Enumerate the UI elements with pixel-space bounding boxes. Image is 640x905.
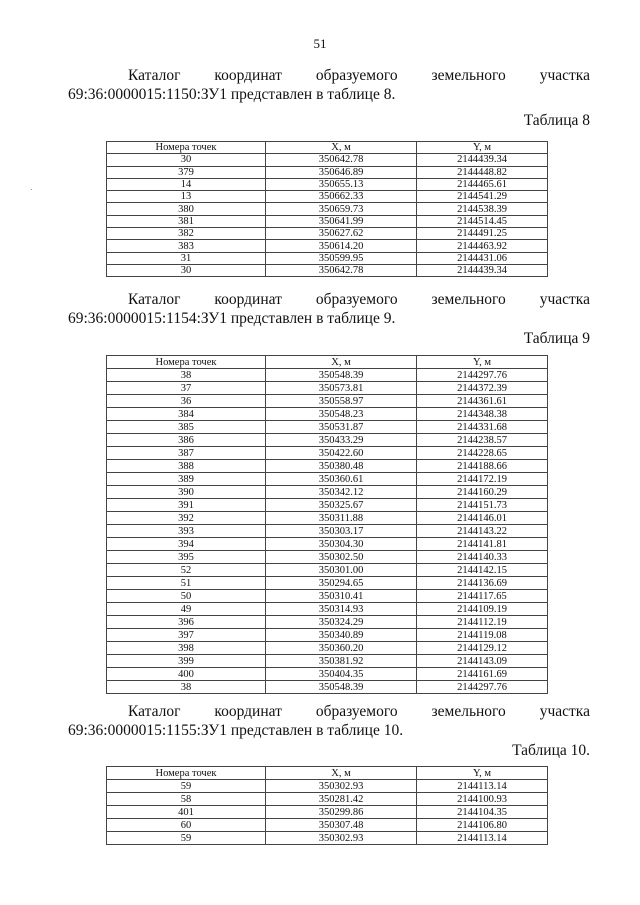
point-number-cell: 14 — [107, 178, 266, 190]
table-row — [107, 408, 548, 421]
x-coordinate-cell: 350311.88 — [266, 512, 417, 525]
table-row — [107, 512, 548, 525]
word: участка — [539, 291, 590, 308]
table-row — [107, 421, 548, 434]
table-row — [107, 616, 548, 629]
x-coordinate-cell: 350646.89 — [266, 166, 417, 178]
table-row — [107, 264, 548, 276]
paragraph-line: 69:36:0000015:1150:ЗУ1 представлен в таблице 8. — [68, 86, 396, 103]
table-caption-10: Таблица 10. — [512, 742, 590, 759]
point-number-cell: 383 — [107, 240, 266, 252]
point-number-cell: 60 — [107, 819, 266, 832]
table-row — [107, 473, 548, 486]
x-coordinate-cell: 350304.30 — [266, 538, 417, 551]
y-coordinate-cell: 2144431.06 — [417, 252, 548, 264]
header-x: X, м — [266, 142, 417, 154]
table-row — [107, 382, 548, 395]
table-row — [107, 240, 548, 252]
x-coordinate-cell: 350294.65 — [266, 577, 417, 590]
table-row — [107, 252, 548, 264]
table-row — [107, 832, 548, 845]
point-number-cell: 389 — [107, 473, 266, 486]
header-point-number: Номера точек — [107, 142, 266, 154]
header-y: Y, м — [417, 142, 548, 154]
word: Каталог — [128, 703, 181, 720]
point-number-cell: 52 — [107, 564, 266, 577]
point-number-cell: 31 — [107, 252, 266, 264]
catalog-paragraph-10 — [68, 702, 590, 740]
y-coordinate-cell: 2144514.45 — [417, 215, 548, 227]
y-coordinate-cell: 2144172.19 — [417, 473, 548, 486]
table-row — [107, 228, 548, 240]
scan-speck — [31, 189, 32, 190]
header-y: Y, м — [417, 767, 548, 780]
x-coordinate-cell: 350641.99 — [266, 215, 417, 227]
table-row — [107, 395, 548, 408]
word: образуемого — [315, 67, 398, 84]
table-row — [107, 154, 548, 166]
y-coordinate-cell: 2144348.38 — [417, 408, 548, 421]
y-coordinate-cell: 2144113.14 — [417, 832, 548, 845]
point-number-cell: 37 — [107, 382, 266, 395]
table-row — [107, 525, 548, 538]
y-coordinate-cell: 2144491.25 — [417, 228, 548, 240]
x-coordinate-cell: 350614.20 — [266, 240, 417, 252]
coordinates-table-9 — [106, 355, 548, 694]
point-number-cell: 382 — [107, 228, 266, 240]
y-coordinate-cell: 2144140.33 — [417, 551, 548, 564]
x-coordinate-cell: 350433.29 — [266, 434, 417, 447]
header-y: Y, м — [417, 356, 548, 369]
x-coordinate-cell: 350299.86 — [266, 806, 417, 819]
paragraph-line: 69:36:0000015:1154:ЗУ1 представлен в таблице 9. — [68, 310, 396, 327]
x-coordinate-cell: 350342.12 — [266, 486, 417, 499]
y-coordinate-cell: 2144188.66 — [417, 460, 548, 473]
y-coordinate-cell: 2144331.68 — [417, 421, 548, 434]
point-number-cell: 392 — [107, 512, 266, 525]
point-number-cell: 384 — [107, 408, 266, 421]
x-coordinate-cell: 350302.50 — [266, 551, 417, 564]
x-coordinate-cell: 350302.93 — [266, 832, 417, 845]
table-row — [107, 603, 548, 616]
table-row — [107, 551, 548, 564]
y-coordinate-cell: 2144372.39 — [417, 382, 548, 395]
point-number-cell: 30 — [107, 154, 266, 166]
word: координат — [214, 703, 282, 720]
point-number-cell: 387 — [107, 447, 266, 460]
table-row — [107, 806, 548, 819]
point-number-cell: 393 — [107, 525, 266, 538]
page-number: 51 — [313, 36, 327, 51]
point-number-cell: 388 — [107, 460, 266, 473]
y-coordinate-cell: 2144538.39 — [417, 203, 548, 215]
x-coordinate-cell: 350548.39 — [266, 369, 417, 382]
x-coordinate-cell: 350281.42 — [266, 793, 417, 806]
table-row — [107, 499, 548, 512]
table-row — [107, 191, 548, 203]
word: участка — [539, 67, 590, 84]
y-coordinate-cell: 2144361.61 — [417, 395, 548, 408]
x-coordinate-cell: 350303.17 — [266, 525, 417, 538]
y-coordinate-cell: 2144100.93 — [417, 793, 548, 806]
header-point-number: Номера точек — [107, 356, 266, 369]
table-row — [107, 369, 548, 382]
y-coordinate-cell: 2144465.61 — [417, 178, 548, 190]
y-coordinate-cell: 2144113.14 — [417, 780, 548, 793]
y-coordinate-cell: 2144161.69 — [417, 668, 548, 681]
table-row — [107, 668, 548, 681]
point-number-cell: 30 — [107, 264, 266, 276]
point-number-cell: 50 — [107, 590, 266, 603]
y-coordinate-cell: 2144439.34 — [417, 154, 548, 166]
y-coordinate-cell: 2144143.09 — [417, 655, 548, 668]
table-row — [107, 564, 548, 577]
header-point-number: Номера точек — [107, 767, 266, 780]
y-coordinate-cell: 2144297.76 — [417, 369, 548, 382]
table-row — [107, 629, 548, 642]
y-coordinate-cell: 2144448.82 — [417, 166, 548, 178]
table-row — [107, 434, 548, 447]
paragraph-line: 69:36:0000015:1155:ЗУ1 представлен в таблице 10. — [68, 722, 404, 739]
y-coordinate-cell: 2144143.22 — [417, 525, 548, 538]
y-coordinate-cell: 2144228.65 — [417, 447, 548, 460]
y-coordinate-cell: 2144117.65 — [417, 590, 548, 603]
y-coordinate-cell: 2144119.08 — [417, 629, 548, 642]
table-row — [107, 178, 548, 190]
x-coordinate-cell: 350642.78 — [266, 154, 417, 166]
point-number-cell: 386 — [107, 434, 266, 447]
x-coordinate-cell: 350548.39 — [266, 681, 417, 694]
y-coordinate-cell: 2144297.76 — [417, 681, 548, 694]
x-coordinate-cell: 350422.60 — [266, 447, 417, 460]
point-number-cell: 399 — [107, 655, 266, 668]
y-coordinate-cell: 2144129.12 — [417, 642, 548, 655]
table-row — [107, 793, 548, 806]
table-row — [107, 577, 548, 590]
table-row — [107, 590, 548, 603]
table-row — [107, 447, 548, 460]
coordinates-table-8 — [106, 141, 548, 277]
x-coordinate-cell: 350360.61 — [266, 473, 417, 486]
point-number-cell: 38 — [107, 369, 266, 382]
x-coordinate-cell: 350531.87 — [266, 421, 417, 434]
word: земельного — [431, 291, 506, 308]
catalog-paragraph-9 — [68, 290, 590, 328]
word: участка — [539, 703, 590, 720]
table-row — [107, 655, 548, 668]
table-caption-8: Таблица 8 — [523, 112, 590, 129]
x-coordinate-cell: 350659.73 — [266, 203, 417, 215]
x-coordinate-cell: 350573.81 — [266, 382, 417, 395]
table-row — [107, 538, 548, 551]
point-number-cell: 391 — [107, 499, 266, 512]
table-row — [107, 642, 548, 655]
point-number-cell: 385 — [107, 421, 266, 434]
table-row — [107, 203, 548, 215]
x-coordinate-cell: 350301.00 — [266, 564, 417, 577]
table-row — [107, 215, 548, 227]
point-number-cell: 394 — [107, 538, 266, 551]
table-row — [107, 486, 548, 499]
header-x: X, м — [266, 356, 417, 369]
x-coordinate-cell: 350558.97 — [266, 395, 417, 408]
point-number-cell: 59 — [107, 780, 266, 793]
y-coordinate-cell: 2144136.69 — [417, 577, 548, 590]
point-number-cell: 36 — [107, 395, 266, 408]
word: Каталог — [128, 291, 181, 308]
x-coordinate-cell: 350307.48 — [266, 819, 417, 832]
point-number-cell: 13 — [107, 191, 266, 203]
x-coordinate-cell: 350324.29 — [266, 616, 417, 629]
x-coordinate-cell: 350548.23 — [266, 408, 417, 421]
x-coordinate-cell: 350360.20 — [266, 642, 417, 655]
point-number-cell: 51 — [107, 577, 266, 590]
y-coordinate-cell: 2144104.35 — [417, 806, 548, 819]
x-coordinate-cell: 350302.93 — [266, 780, 417, 793]
x-coordinate-cell: 350655.13 — [266, 178, 417, 190]
x-coordinate-cell: 350340.89 — [266, 629, 417, 642]
point-number-cell: 59 — [107, 832, 266, 845]
table-row — [107, 681, 548, 694]
y-coordinate-cell: 2144439.34 — [417, 264, 548, 276]
catalog-paragraph-8 — [68, 66, 590, 104]
x-coordinate-cell: 350627.62 — [266, 228, 417, 240]
x-coordinate-cell: 350404.35 — [266, 668, 417, 681]
y-coordinate-cell: 2144541.29 — [417, 191, 548, 203]
y-coordinate-cell: 2144238.57 — [417, 434, 548, 447]
y-coordinate-cell: 2144112.19 — [417, 616, 548, 629]
table-row — [107, 166, 548, 178]
table-row — [107, 460, 548, 473]
word: Каталог — [128, 67, 181, 84]
y-coordinate-cell: 2144151.73 — [417, 499, 548, 512]
point-number-cell: 400 — [107, 668, 266, 681]
x-coordinate-cell: 350381.92 — [266, 655, 417, 668]
word: координат — [214, 67, 282, 84]
point-number-cell: 58 — [107, 793, 266, 806]
x-coordinate-cell: 350662.33 — [266, 191, 417, 203]
y-coordinate-cell: 2144463.92 — [417, 240, 548, 252]
word: земельного — [431, 703, 506, 720]
header-x: X, м — [266, 767, 417, 780]
y-coordinate-cell: 2144109.19 — [417, 603, 548, 616]
y-coordinate-cell: 2144146.01 — [417, 512, 548, 525]
x-coordinate-cell: 350599.95 — [266, 252, 417, 264]
point-number-cell: 398 — [107, 642, 266, 655]
word: координат — [214, 291, 282, 308]
word: земельного — [431, 67, 506, 84]
point-number-cell: 49 — [107, 603, 266, 616]
table-row — [107, 780, 548, 793]
y-coordinate-cell: 2144106.80 — [417, 819, 548, 832]
y-coordinate-cell: 2144141.81 — [417, 538, 548, 551]
point-number-cell: 380 — [107, 203, 266, 215]
point-number-cell: 379 — [107, 166, 266, 178]
x-coordinate-cell: 350642.78 — [266, 264, 417, 276]
x-coordinate-cell: 350310.41 — [266, 590, 417, 603]
x-coordinate-cell: 350325.67 — [266, 499, 417, 512]
point-number-cell: 397 — [107, 629, 266, 642]
point-number-cell: 396 — [107, 616, 266, 629]
y-coordinate-cell: 2144142.15 — [417, 564, 548, 577]
point-number-cell: 395 — [107, 551, 266, 564]
x-coordinate-cell: 350314.93 — [266, 603, 417, 616]
point-number-cell: 401 — [107, 806, 266, 819]
point-number-cell: 381 — [107, 215, 266, 227]
x-coordinate-cell: 350380.48 — [266, 460, 417, 473]
word: образуемого — [315, 703, 398, 720]
table-row — [107, 819, 548, 832]
y-coordinate-cell: 2144160.29 — [417, 486, 548, 499]
table-caption-9: Таблица 9 — [523, 330, 590, 347]
word: образуемого — [315, 291, 398, 308]
coordinates-table-10 — [106, 766, 548, 845]
point-number-cell: 38 — [107, 681, 266, 694]
point-number-cell: 390 — [107, 486, 266, 499]
